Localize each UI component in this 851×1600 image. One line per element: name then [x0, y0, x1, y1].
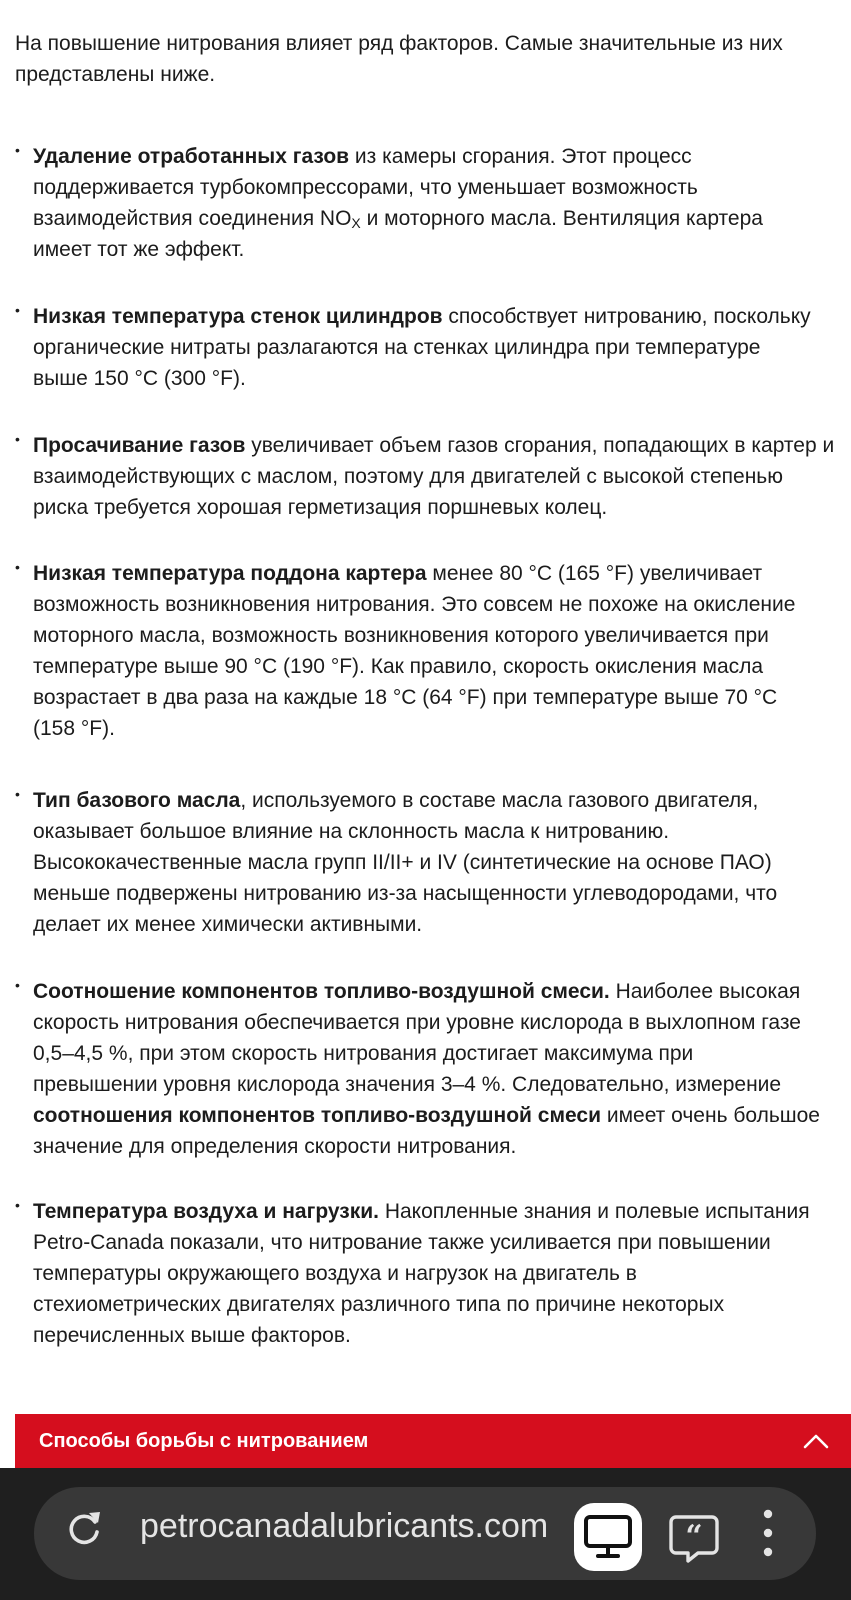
factor-line — [33, 1196, 851, 1227]
factor-body: органические нитраты разлагаются на стенках цилиндра при температуре — [33, 336, 761, 359]
reload-icon[interactable] — [64, 1508, 104, 1548]
intro-line: представлены ниже. — [15, 63, 216, 86]
desktop-icon — [583, 1514, 633, 1560]
factor-line — [33, 1320, 851, 1351]
desktop-site-button[interactable] — [574, 1503, 642, 1571]
factor-body: Наиболее высокая — [609, 980, 801, 1003]
factor-item — [15, 976, 851, 1162]
factor-body: значение для определения скорости нитрования. — [33, 1135, 517, 1158]
factor-line — [33, 141, 851, 172]
factor-item — [15, 1196, 851, 1351]
factor-line — [33, 558, 851, 589]
bullet-marker: • — [15, 431, 20, 447]
factor-text — [33, 1196, 851, 1351]
factor-body: Высококачественные масла групп II/II+ и IV (синтетические на основе ПАО) — [33, 851, 772, 874]
factor-line — [33, 1069, 851, 1100]
factor-line — [33, 682, 851, 713]
factor-text — [33, 558, 851, 744]
factor-body: возрастает в два раза на каждые 18 °C (64 °F) при температуре выше 70 °C — [33, 686, 778, 709]
factor-item — [15, 785, 851, 940]
factor-body: превышении уровня кислорода значения 3–4 %. Следовательно, измерение — [33, 1073, 782, 1096]
factor-line — [33, 1227, 851, 1258]
bullet-marker: • — [15, 559, 20, 575]
chevron-up-icon — [803, 1432, 829, 1450]
factor-line — [33, 1131, 851, 1162]
factor-line — [33, 589, 851, 620]
factor-body: менее 80 °C (165 °F) увеличивает — [426, 562, 763, 585]
bullet-marker: • — [15, 977, 20, 993]
factor-line — [33, 1289, 851, 1320]
factor-item — [15, 141, 851, 265]
factor-line — [33, 620, 851, 651]
factor-body: оказывает большое влияние на склонность масла к нитрованию. — [33, 820, 670, 843]
factor-body: увеличивает объем газов сгорания, попадающих в картер и — [245, 434, 835, 457]
accordion-title: Способы борьбы с нитрованием — [39, 1430, 369, 1452]
factor-body: температуры окружающего воздуха и нагрузок на двигатель в — [33, 1262, 637, 1285]
factor-body: риска требуется хорошая герметизация поршневых колец. — [33, 496, 608, 519]
bullet-marker: • — [15, 786, 20, 802]
intro-line: На повышение нитрования влияет ряд факторов. Самые значительные из них — [15, 32, 783, 55]
factor-line — [33, 461, 851, 492]
factor-body: возможность возникновения нитрования. Это совсем не похоже на окисление — [33, 593, 796, 616]
factor-body: (158 °F). — [33, 717, 115, 740]
factor-body: Petro-Canada показали, что нитрование также усиливается при повышении — [33, 1231, 771, 1254]
factor-line — [33, 1258, 851, 1289]
factor-body: стехиометрических двигателях различного типа по причине некоторых — [33, 1293, 725, 1316]
factor-body: взаимодействия соединения NO — [33, 207, 352, 230]
intro-paragraph — [15, 28, 851, 90]
factor-heading: соотношения компонентов топливо-воздушной смеси — [33, 1104, 602, 1127]
factor-line — [33, 234, 851, 265]
factor-line — [33, 847, 851, 878]
factor-heading: Тип базового масла — [33, 789, 241, 812]
factor-heading: Соотношение компонентов топливо-воздушной смеси. — [33, 980, 610, 1003]
factor-line — [33, 976, 851, 1007]
factor-body: делает их менее химически активными. — [33, 913, 423, 936]
article-content — [15, 28, 851, 1347]
factor-line — [33, 430, 851, 461]
factor-text — [33, 301, 851, 394]
quote-icon[interactable] — [668, 1514, 720, 1564]
factor-line — [33, 785, 851, 816]
factor-line — [33, 363, 851, 394]
factor-body: выше 150 °C (300 °F). — [33, 367, 246, 390]
factor-line — [33, 492, 851, 523]
factor-body: температуре выше 90 °C (190 °F). Как правило, скорость окисления масла — [33, 655, 764, 678]
url-text[interactable]: petrocanadalubricants.com — [140, 1507, 549, 1545]
factor-body: взаимодействующих с маслом, поэтому для двигателей с высокой степенью — [33, 465, 783, 488]
factor-item — [15, 558, 851, 744]
bullet-marker: • — [15, 142, 20, 158]
bullet-marker: • — [15, 302, 20, 318]
factor-body: меньше подвержены нитрованию из-за насыщенности углеводородами, что — [33, 882, 778, 905]
factor-line — [33, 651, 851, 682]
factor-line — [33, 1038, 851, 1069]
factor-line — [33, 1007, 851, 1038]
factor-heading: Просачивание газов — [33, 434, 246, 457]
factor-body: моторного масла, возможность возникновения которого увеличивается при — [33, 624, 769, 647]
subscript: X — [351, 215, 361, 231]
factor-body: и моторного масла. Вентиляция картера — [360, 207, 763, 230]
factor-line — [33, 1100, 851, 1131]
factor-body: способствует нитрованию, поскольку — [442, 305, 811, 328]
factor-body: поддерживается турбокомпрессорами, что уменьшает возможность — [33, 176, 698, 199]
factor-text — [33, 141, 851, 265]
more-vert-icon[interactable] — [758, 1508, 778, 1558]
factor-heading: Удаление отработанных газов — [33, 145, 350, 168]
bullet-marker: • — [15, 1197, 20, 1213]
factor-body: 0,5–4,5 %, при этом скорость нитрования достигает максимума при — [33, 1042, 694, 1065]
factor-line — [33, 816, 851, 847]
factor-body: имеет очень большое — [601, 1104, 820, 1127]
factor-line — [33, 909, 851, 940]
factor-body: из камеры сгорания. Этот процесс — [349, 145, 692, 168]
browser-toolbar — [0, 1468, 851, 1600]
factor-heading: Температура воздуха и нагрузки. — [33, 1200, 379, 1223]
factor-body: имеет тот же эффект. — [33, 238, 245, 261]
factor-item — [15, 301, 851, 394]
factor-line — [33, 713, 851, 744]
factor-line — [33, 301, 851, 332]
factor-body: Накопленные знания и полевые испытания — [378, 1200, 810, 1223]
svg-text:“: “ — [685, 1519, 703, 1554]
factor-line — [33, 878, 851, 909]
factor-text — [33, 785, 851, 940]
factor-text — [33, 976, 851, 1162]
factor-item — [15, 430, 851, 523]
factor-body: , используемого в составе масла газового двигателя, — [240, 789, 759, 812]
accordion-header-nitration-control[interactable] — [15, 1414, 851, 1468]
factor-line — [33, 332, 851, 363]
factor-body: скорость нитрования обеспечивается при уровне кислорода в выхлопном газе — [33, 1011, 801, 1034]
factor-heading: Низкая температура стенок цилиндров — [33, 305, 443, 328]
factor-heading: Низкая температура поддона картера — [33, 562, 427, 585]
factor-line — [33, 203, 851, 234]
factor-text — [33, 430, 851, 523]
factor-line — [33, 172, 851, 203]
factor-body: перечисленных выше факторов. — [33, 1324, 351, 1347]
